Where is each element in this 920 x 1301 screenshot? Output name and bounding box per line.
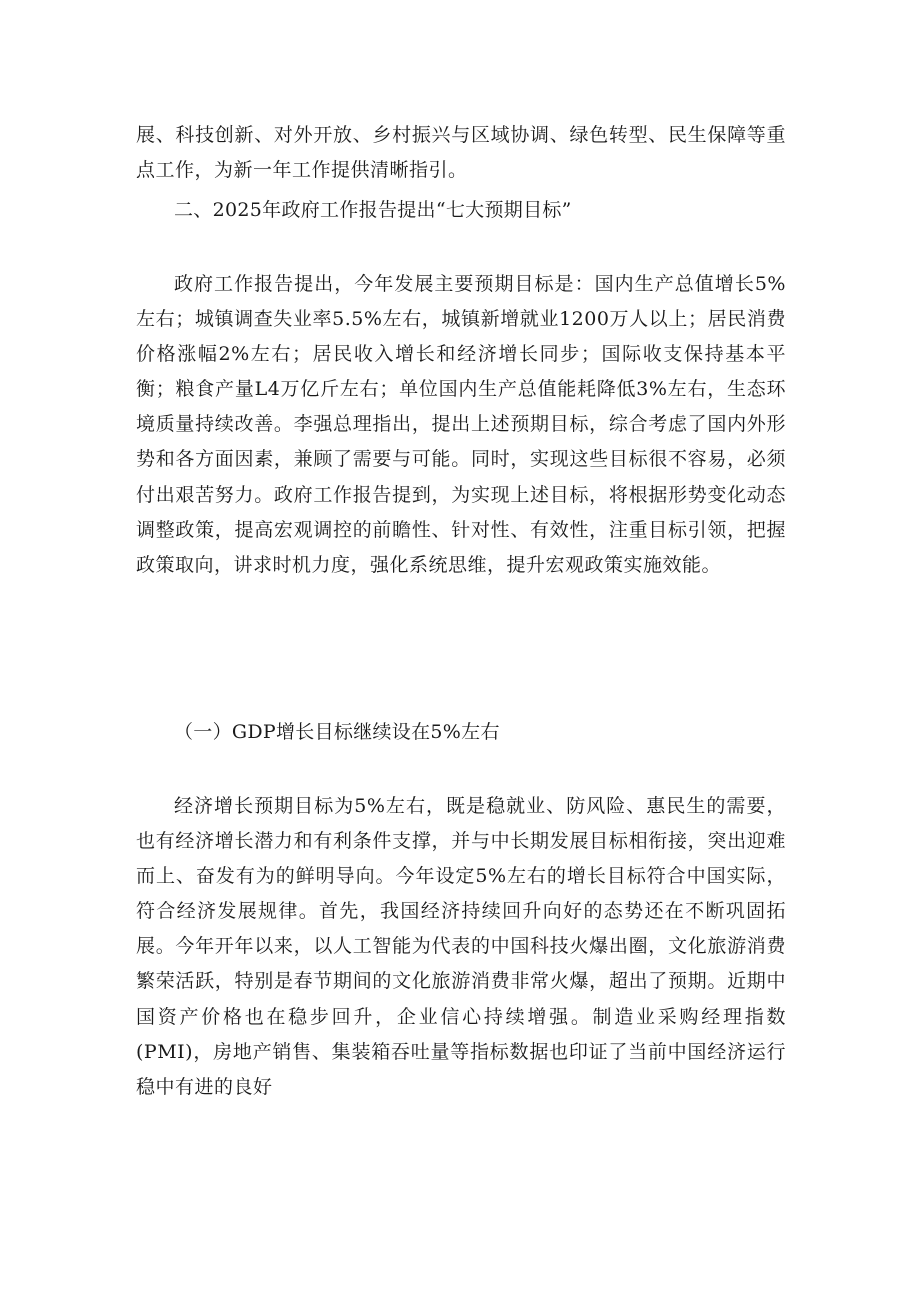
paragraph-continuation: 展、科技创新、对外开放、乡村振兴与区域协调、绿色转型、民生保障等重点工作，为新一年工作提供清晰指引。 [136,124,786,182]
section-heading-two: 二、2025年政府工作报告提出“七大预期目标” [174,199,572,221]
paragraph-gdp-growth: 经济增长预期目标为5%左右，既是稳就业、防风险、惠民生的需要，也有经济增长潜力和有利条件支撑，并与中长期发展目标相衔接，突出迎难而上、奋发有为的鲜明导向。今年设定5%左右的增长目标符合中国实际，符合经济发展规律。首先，我国经济持续回升向好的态势还在不断巩固拓展。今年开年以来，以人工智能为代表的中国科技火爆出圈，文化旅游消费繁荣活跃，特别是春节期间的文化旅游消费非常火爆，超出了预期。近期中国资产价格也在稳步回升，企业信心持续增强。制造业采购经理指数(PMI)，房地产销售、集装箱吞吐量等指标数据也印证了当前中国经济运行稳中有进的良好 [136,795,786,1098]
subheading-gdp-target: （一）GDP增长目标继续设在5%左右 [174,721,500,743]
paragraph-expected-targets: 政府工作报告提出，今年发展主要预期目标是：国内生产总值增长5%左右；城镇调查失业率5.5%左右，城镇新增就业1200万人以上；居民消费价格涨幅2%左右；居民收入增长和经济增长同步；国际收支保持基本平衡；粮食产量L4万亿斤左右；单位国内生产总值能耗降低3%左右，生态环境质量持续改善。李强总理指出，提出上述预期目标，综合考虑了国内外形势和各方面因素，兼顾了需要与可能。同时，实现这些目标很不容易，必须付出艰苦努力。政府工作报告提到，为实现上述目标，将根据形势变化动态调整政策，提高宏观调控的前瞻性、针对性、有效性，注重目标引领，把握政策取向，讲求时机力度，强化系统思维，提升宏观政策实施效能。 [136,273,786,576]
